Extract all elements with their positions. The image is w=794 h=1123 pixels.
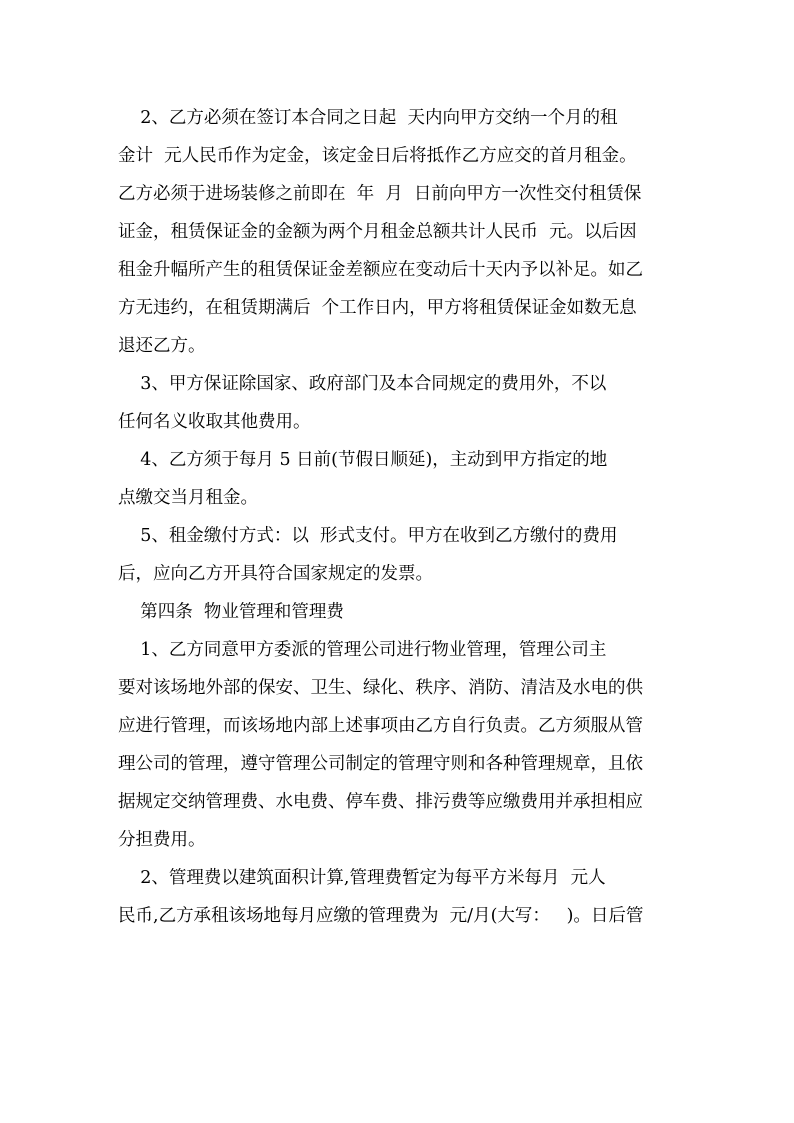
text-line: 乙方必须于进场装修之前即在 年 月 日前向甲方一次性交付租赁保 bbox=[118, 184, 642, 204]
text-line: 民币,乙方承租该场地每月应缴的管理费为 元/月(大写： )。日后管 bbox=[118, 906, 644, 926]
text-line: 退还乙方。 bbox=[118, 336, 206, 356]
text-line: 据规定交纳管理费、水电费、停车费、排污费等应缴费用并承担相应 bbox=[118, 792, 643, 812]
text-line: 1、乙方同意甲方委派的管理公司进行物业管理，管理公司主 bbox=[118, 640, 607, 660]
text-line: 点缴交当月租金。 bbox=[118, 488, 258, 508]
text-line: 方无违约，在租赁期满后 个工作日内，甲方将租赁保证金如数无息 bbox=[118, 298, 637, 318]
text-line: 分担费用。 bbox=[118, 830, 206, 850]
text-line: 租金升幅所产生的租赁保证金差额应在变动后十天内予以补足。如乙 bbox=[118, 260, 643, 280]
text-line: 2、管理费以建筑面积计算,管理费暂定为每平方米每月 元人 bbox=[118, 868, 606, 888]
text-line: 后，应向乙方开具符合国家规定的发票。 bbox=[118, 564, 433, 584]
text-line: 5、租金缴付方式：以 形式支付。甲方在收到乙方缴付的费用 bbox=[118, 526, 618, 546]
text-line: 2、乙方必须在签订本合同之日起 天内向甲方交纳一个月的租 bbox=[118, 108, 618, 128]
section-heading: 第四条 物业管理和管理费 bbox=[118, 602, 344, 622]
text-line: 金计 元人民币作为定金，该定金日后将抵作乙方应交的首月租金。 bbox=[118, 146, 637, 166]
text-line: 任何名义收取其他费用。 bbox=[118, 412, 311, 432]
text-line: 证金，租赁保证金的金额为两个月租金总额共计人民币 元。以后因 bbox=[118, 222, 637, 242]
text-line: 理公司的管理，遵守管理公司制定的管理守则和各种管理规章，且依 bbox=[118, 754, 643, 774]
text-line: 应进行管理，而该场地内部上述事项由乙方自行负责。乙方须服从管 bbox=[118, 716, 643, 736]
text-line: 4、乙方须于每月 5 日前(节假日顺延)，主动到甲方指定的地 bbox=[118, 450, 608, 470]
document-body bbox=[118, 99, 678, 935]
text-line: 要对该场地外部的保安、卫生、绿化、秩序、消防、清洁及水电的供 bbox=[118, 678, 643, 698]
text-line: 3、甲方保证除国家、政府部门及本合同规定的费用外，不以 bbox=[118, 374, 607, 394]
